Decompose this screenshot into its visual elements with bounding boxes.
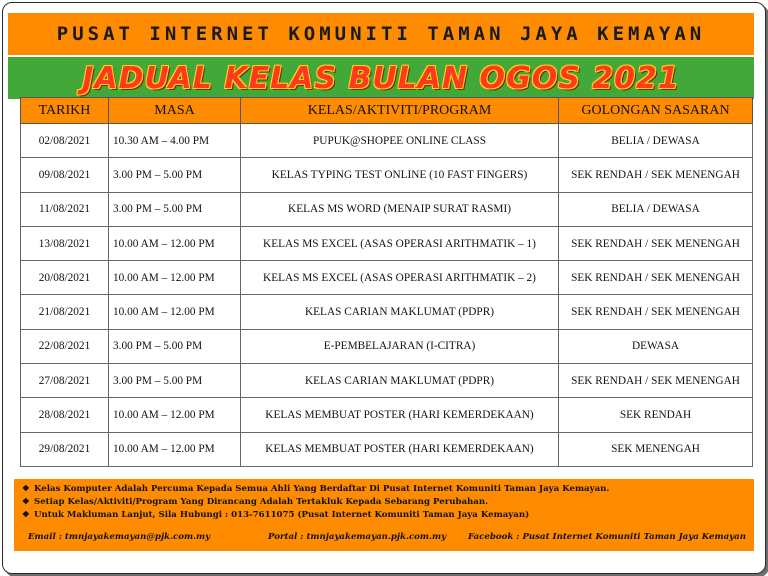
column-header-masa: MASA: [109, 98, 241, 124]
cell-date: 29/08/2021: [21, 432, 109, 466]
cell-target: SEK RENDAH / SEK MENENGAH: [559, 226, 753, 260]
cell-date: 20/08/2021: [21, 261, 109, 295]
cell-target: SEK RENDAH / SEK MENENGAH: [559, 364, 753, 398]
notes-list: [22, 483, 609, 522]
column-header-tarikh: TARIKH: [21, 98, 109, 124]
cell-class: KELAS CARIAN MAKLUMAT (PDPR): [241, 295, 559, 329]
cell-class: PUPUK@SHOPEE ONLINE CLASS: [241, 124, 559, 158]
cell-class: KELAS MEMBUAT POSTER (HARI KEMERDEKAAN): [241, 398, 559, 432]
table-row: [21, 329, 753, 363]
cell-time: 10.00 AM – 12.00 PM: [109, 432, 241, 466]
table-row: [21, 124, 753, 158]
cell-time: 10.00 AM – 12.00 PM: [109, 295, 241, 329]
poster-frame: [2, 2, 766, 574]
diamond-bullet-icon: ❖: [22, 510, 30, 520]
footer-notes-panel: [14, 479, 754, 551]
cell-time: 3.00 PM – 5.00 PM: [109, 329, 241, 363]
contact-facebook: Facebook : Pusat Internet Komuniti Taman Jaya Kemayan: [467, 532, 746, 542]
cell-date: 09/08/2021: [21, 158, 109, 192]
table-row: [21, 192, 753, 226]
note-text: Setiap Kelas/Aktiviti/Program Yang Dirancang Adalah Tertakluk Kepada Sebarang Perubahan.: [34, 497, 489, 507]
cell-target: SEK RENDAH: [559, 398, 753, 432]
cell-class: KELAS MS EXCEL (ASAS OPERASI ARITHMATIK – 1): [241, 226, 559, 260]
cell-date: 11/08/2021: [21, 192, 109, 226]
cell-target: SEK MENENGAH: [559, 432, 753, 466]
cell-date: 22/08/2021: [21, 329, 109, 363]
cell-target: BELIA / DEWASA: [559, 192, 753, 226]
cell-class: KELAS TYPING TEST ONLINE (10 FAST FINGERS): [241, 158, 559, 192]
cell-class: KELAS CARIAN MAKLUMAT (PDPR): [241, 364, 559, 398]
table-row: [21, 226, 753, 260]
diamond-bullet-icon: ❖: [22, 484, 30, 494]
column-header-kelas: KELAS/AKTIVITI/PROGRAM: [241, 98, 559, 124]
note-item: [22, 509, 609, 522]
cell-target: BELIA / DEWASA: [559, 124, 753, 158]
cell-target: SEK RENDAH / SEK MENENGAH: [559, 261, 753, 295]
note-item: [22, 483, 609, 496]
diamond-bullet-icon: ❖: [22, 497, 30, 507]
table-row: [21, 158, 753, 192]
cell-class: KELAS MEMBUAT POSTER (HARI KEMERDEKAAN): [241, 432, 559, 466]
cell-time: 3.00 PM – 5.00 PM: [109, 192, 241, 226]
cell-date: 21/08/2021: [21, 295, 109, 329]
header-bar: [8, 13, 754, 55]
table-row: [21, 364, 753, 398]
table-row: [21, 398, 753, 432]
cell-date: 27/08/2021: [21, 364, 109, 398]
cell-time: 10.00 AM – 12.00 PM: [109, 398, 241, 432]
cell-class: KELAS MS WORD (MENAIP SURAT RASMI): [241, 192, 559, 226]
cell-time: 10.30 AM – 4.00 PM: [109, 124, 241, 158]
cell-date: 02/08/2021: [21, 124, 109, 158]
cell-time: 10.00 AM – 12.00 PM: [109, 226, 241, 260]
cell-target: SEK RENDAH / SEK MENENGAH: [559, 295, 753, 329]
note-item: [22, 496, 609, 509]
title-banner: [8, 57, 754, 99]
cell-time: 3.00 PM – 5.00 PM: [109, 158, 241, 192]
contact-email: Email : tmnjayakemayan@pjk.com.my: [28, 532, 211, 542]
cell-date: 13/08/2021: [21, 226, 109, 260]
cell-time: 10.00 AM – 12.00 PM: [109, 261, 241, 295]
note-text: Untuk Makluman Lanjut, Sila Hubungi : 013-7611075 (Pusat Internet Komuniti Taman Jaya Kemayan): [34, 510, 530, 520]
cell-date: 28/08/2021: [21, 398, 109, 432]
cell-time: 3.00 PM – 5.00 PM: [109, 364, 241, 398]
schedule-title: JADUAL KELAS BULAN OGOS 2021: [82, 60, 680, 96]
cell-target: DEWASA: [559, 329, 753, 363]
center-name: PUSAT INTERNET KOMUNITI TAMAN JAYA KEMAYAN: [56, 23, 706, 45]
table-row: [21, 432, 753, 466]
cell-class: E-PEMBELAJARAN (I-CITRA): [241, 329, 559, 363]
table-header-row: [21, 98, 753, 124]
table-row: [21, 261, 753, 295]
cell-class: KELAS MS EXCEL (ASAS OPERASI ARITHMATIK – 2): [241, 261, 559, 295]
table-row: [21, 295, 753, 329]
column-header-golongan: GOLONGAN SASARAN: [559, 98, 753, 124]
note-text: Kelas Komputer Adalah Percuma Kepada Semua Ahli Yang Berdaftar Di Pusat Internet Komuniti Taman Jaya Kemayan.: [34, 484, 610, 494]
schedule-table: [20, 97, 753, 467]
contact-portal: Portal : tmnjayakemayan.pjk.com.my: [268, 532, 447, 542]
cell-target: SEK RENDAH / SEK MENENGAH: [559, 158, 753, 192]
